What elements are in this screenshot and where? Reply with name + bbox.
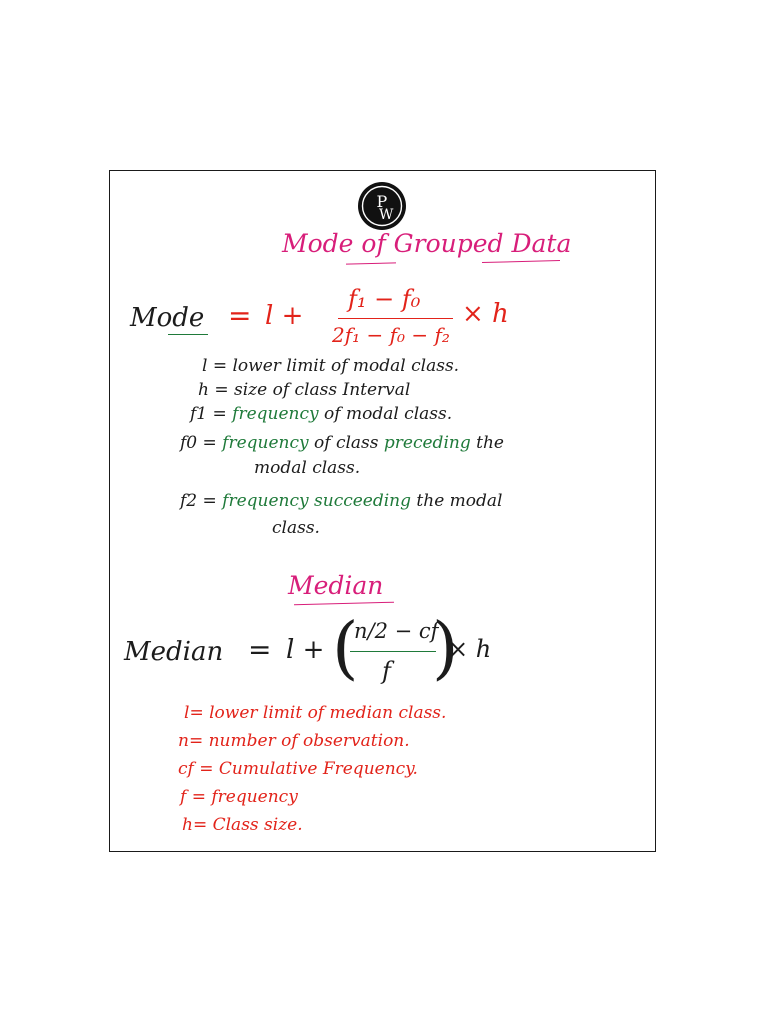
mode-def-h: h = size of class Interval bbox=[198, 380, 411, 400]
svg-text:P: P bbox=[376, 192, 388, 211]
mode-denominator: 2f₁ − f₀ − f₂ bbox=[332, 323, 450, 347]
median-def-f: f = frequency bbox=[180, 787, 298, 807]
mode-def-f2-continuation: class. bbox=[272, 518, 320, 538]
mode-fraction-bar bbox=[338, 318, 453, 319]
mode-def-l: l = lower limit of modal class. bbox=[202, 356, 460, 376]
median-right-paren: ) bbox=[432, 609, 459, 688]
mode-formula-l: l + bbox=[265, 301, 304, 331]
median-heading: Median bbox=[288, 571, 384, 600]
mode-formula-lhs: Mode bbox=[130, 303, 205, 333]
median-def-l: l= lower limit of median class. bbox=[184, 703, 447, 723]
median-def-cf: cf = Cumulative Frequency. bbox=[178, 759, 418, 779]
median-formula-l: l + bbox=[286, 635, 325, 665]
mode-lhs-underline bbox=[168, 334, 208, 335]
notes-card bbox=[109, 170, 656, 852]
mode-heading: Mode of Grouped Data bbox=[282, 229, 572, 258]
pw-logo bbox=[357, 181, 407, 231]
median-fraction-bar bbox=[350, 651, 436, 652]
mode-heading-underline-1 bbox=[346, 262, 396, 264]
mode-formula-eq: = bbox=[228, 299, 252, 332]
mode-def-f0: f0 = frequency of class preceding the bbox=[180, 433, 504, 453]
median-numerator: n/2 − cf bbox=[354, 619, 439, 643]
median-left-paren: ( bbox=[332, 609, 359, 688]
mode-def-f1: f1 = frequency of modal class. bbox=[190, 404, 453, 424]
median-formula-lhs: Median bbox=[124, 637, 224, 667]
median-times-h: × h bbox=[448, 635, 492, 663]
median-formula-eq: = bbox=[248, 633, 272, 666]
mode-def-f2: f2 = frequency succeeding the modal bbox=[180, 491, 503, 511]
mode-def-f0-continuation: modal class. bbox=[254, 458, 361, 478]
mode-heading-underline-2 bbox=[482, 260, 560, 263]
median-denominator: f bbox=[382, 657, 391, 685]
mode-times-h: × h bbox=[462, 299, 509, 329]
median-heading-underline bbox=[294, 602, 394, 606]
mode-numerator: f₁ − f₀ bbox=[348, 285, 421, 313]
svg-text:W: W bbox=[379, 207, 394, 223]
median-def-n: n= number of observation. bbox=[178, 731, 410, 751]
median-def-h: h= Class size. bbox=[182, 815, 303, 835]
